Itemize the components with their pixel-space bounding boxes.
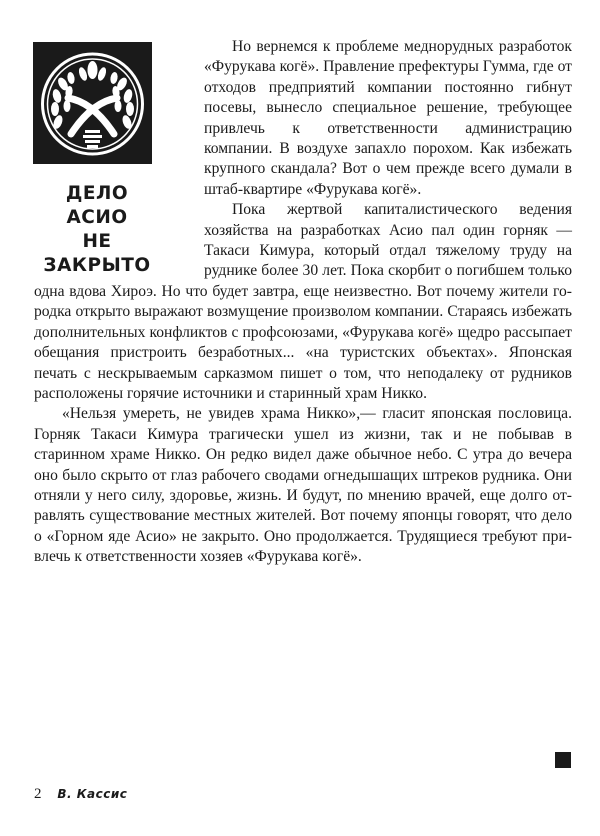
headline-line-4: ЗАКРЫТО: [43, 255, 151, 276]
headline-line-3: НЕ: [82, 231, 112, 252]
headline-line-1: ДЕЛО: [65, 183, 129, 204]
emblem-spacer: [34, 37, 182, 265]
paragraph: Но вернемся к проблеме меднорудных разработок «Фурукава когё». Правление префектуры Гумма, где от отходов предприятий компании постоянно гибнут посевы, вынесло специальное решение, требующее привлечь к ответственности администрацию компании. В воздухе запахло порохом. Как избежать крупного скандала? Вот о чем прежде всего думали в штаб-квартире «Фурукава когё».: [204, 38, 572, 198]
headline-line-2: АСИО: [66, 207, 128, 228]
paragraph: «Нельзя умереть, не увидев храма Никко»,— гласит японская пословица. Горняк Такаси Кимура трагически ушел из жизни, так и не побывав в старинном храме Никко. Он редко видел даже обычное небо. С утра до вечера оно было скрыто от глаз рабочего сводами огнедышащих штреков рудника. Они отняли у него силу, здоровье, жизнь. И будут, по мнению врачей, еще долго отравлять существование местных жителей. Вот почему японцы говорят, что дело о «Горном яде Асио» не закрыто. Оно продолжается. Трудящиеся требуют привлечь к ответственности хозяев «Фурукава когё».: [34, 405, 572, 566]
end-of-article-mark: [555, 752, 571, 768]
paragraph: Пока жертвой капиталистического ведения хозяйства на разработках Асио пал один горняк — Такаси Кимура, который отдал тяжелому труду на руднике более 30 лет. Пока скорбит о погибшем только одна вдова Хироэ. Но что будет завтра, еще неизвестно. Вот почему жители городка открыто выражают возмущение произволом компании. Стараясь избежать дополнительных конфликтов с профсоюзами, «Фурукава когё» щедро рассыпает обещания пристроить безработных... «на туристских объектах». Японская печать с нескрываемым сарказмом пишет о том, что неподалеку от рудников расположены горячие источники и старинный храм Никко.: [34, 201, 572, 402]
article-body: [34, 37, 572, 568]
page-footer: [34, 786, 127, 803]
author-name: В. Кассис: [57, 787, 128, 801]
page-number: 2: [34, 786, 42, 802]
